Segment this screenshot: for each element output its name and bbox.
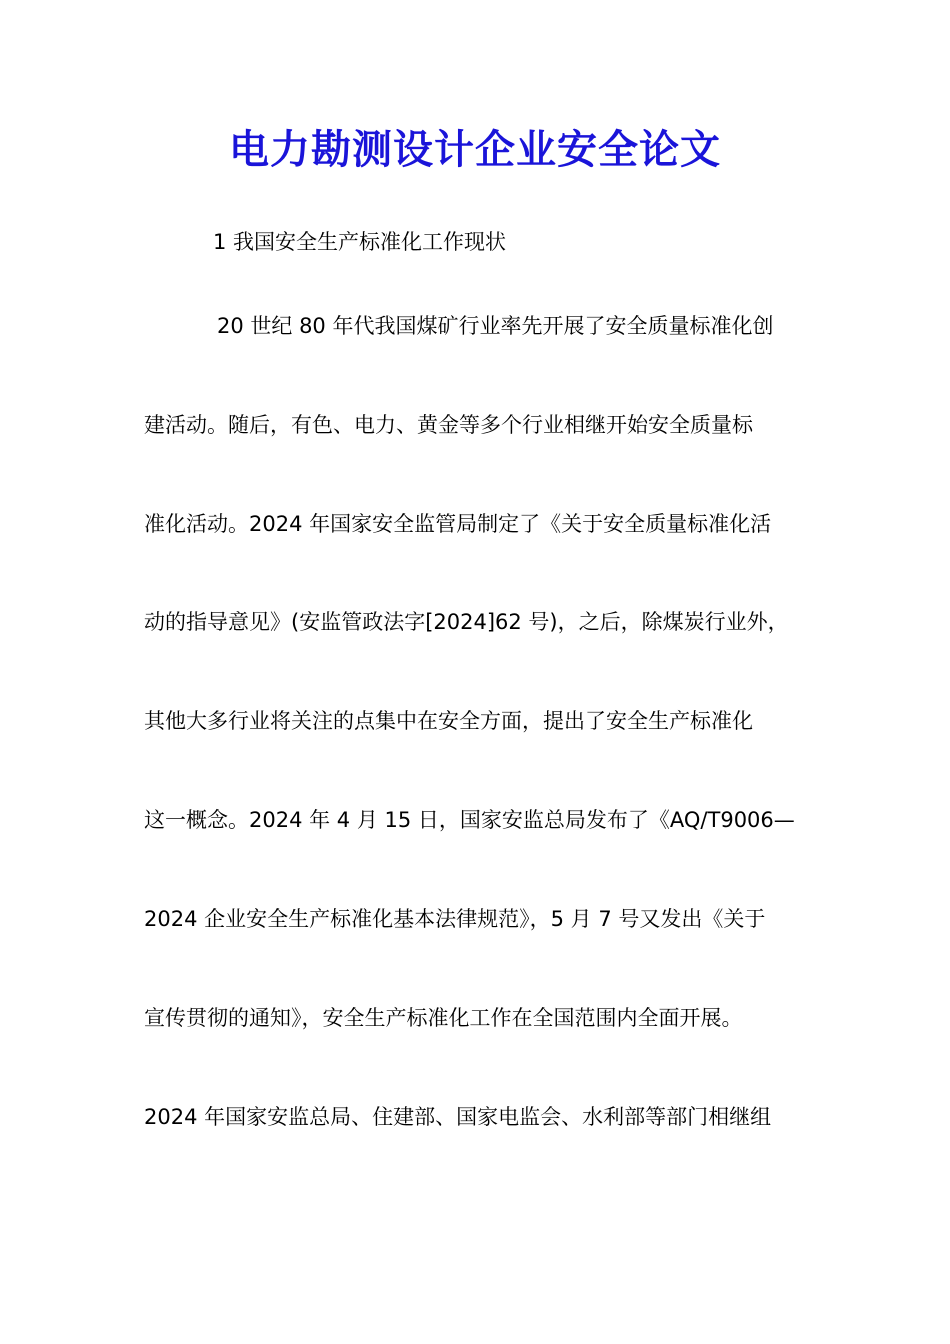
paragraph-line-6: 这一概念。2024 年 4 月 15 日，国家安监总局发布了《AQ/T9006—: [144, 808, 795, 832]
document-title: 电力勘测设计企业安全论文: [229, 126, 721, 173]
paragraph-line-9: 2024 年国家安监总局、住建部、国家电监会、水利部等部门相继组: [144, 1105, 772, 1129]
paragraph-line-7: 2024 企业安全生产标准化基本法律规范》，5 月 7 号又发出《关于: [144, 907, 766, 931]
paragraph-line-1: 20 世纪 80 年代我国煤矿行业率先开展了安全质量标准化创: [217, 314, 774, 338]
paragraph-line-2: 建活动。随后，有色、电力、黄金等多个行业相继开始安全质量标: [144, 413, 753, 437]
paragraph-line-4: 动的指导意见》(安监管政法字[2024]62 号)，之后，除煤炭行业外，: [144, 610, 789, 634]
paragraph-line-8: 宣传贯彻的通知》，安全生产标准化工作在全国范围内全面开展。: [144, 1006, 743, 1030]
paragraph-line-5: 其他大多行业将关注的点集中在安全方面，提出了安全生产标准化: [144, 709, 753, 733]
section-heading: 1 我国安全生产标准化工作现状: [213, 230, 507, 254]
paragraph-line-3: 准化活动。2024 年国家安全监管局制定了《关于安全质量标准化活: [144, 512, 772, 536]
